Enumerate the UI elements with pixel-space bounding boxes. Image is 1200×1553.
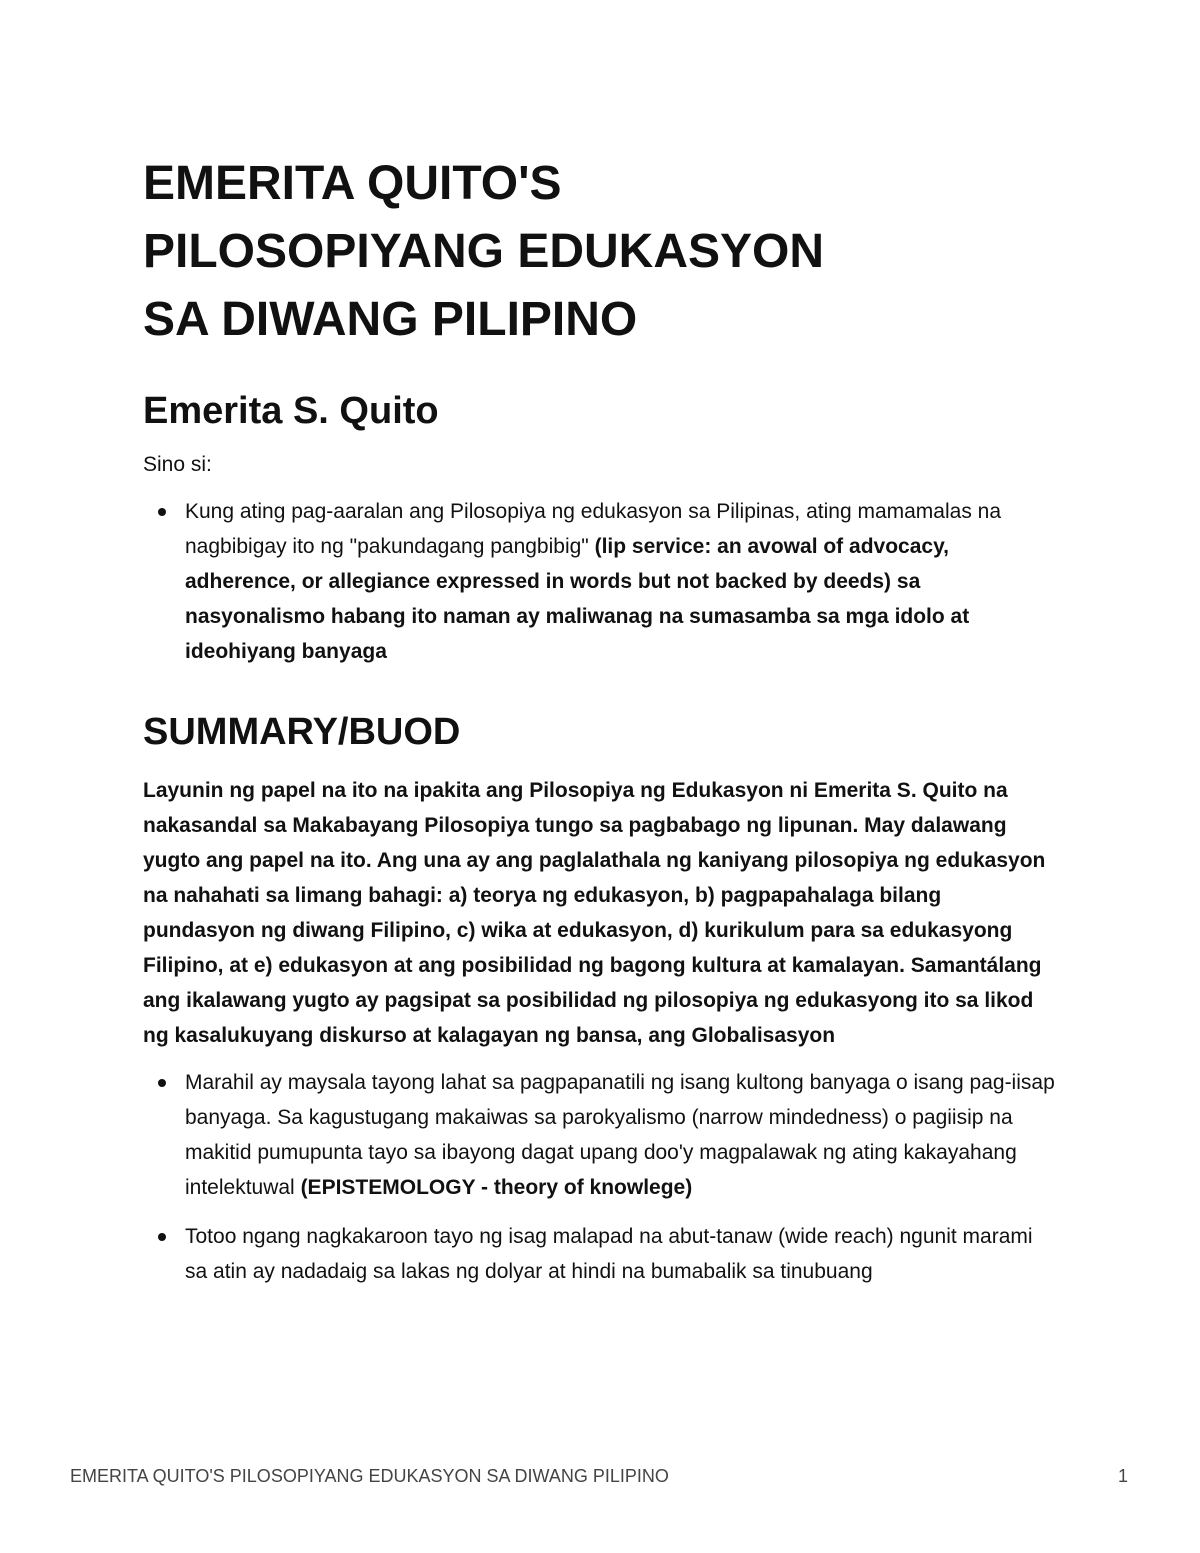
document-body	[143, 150, 1058, 1303]
author-heading: Emerita S. Quito	[143, 390, 439, 432]
summary-list	[143, 1065, 1058, 1289]
page-number: 1	[1118, 1466, 1129, 1486]
bullet-icon	[158, 1233, 166, 1241]
intro-bold-text: (lip service: an avowal of advocacy, adherence, or allegiance expressed in words but not backed by deeds) sa nasyonalismo habang ito naman ay maliwanag na sumasamba sa mga idolo at ideohiyang banyaga	[185, 535, 970, 663]
intro-list	[143, 494, 1058, 669]
title-line-2: PILOSOPIYANG EDUKASYON	[143, 225, 825, 278]
list-item	[185, 1219, 1058, 1289]
summary-heading: SUMMARY/BUOD	[143, 711, 461, 753]
bullet-icon	[158, 508, 166, 516]
footer-title: EMERITA QUITO'S PILOSOPIYANG EDUKASYON SA DIWANG PILIPINO	[70, 1466, 669, 1486]
sino-label: Sino si:	[143, 453, 212, 476]
title-line-3: SA DIWANG PILIPINO	[143, 293, 638, 346]
title-line-1: EMERITA QUITO'S	[143, 157, 562, 210]
list-item	[185, 494, 1058, 669]
summary-bullet-2-plain: Totoo ngang nagkakaroon tayo ng isag malapad na abut-tanaw (wide reach) ngunit marami sa atin ay nadadaig sa lakas ng dolyar at hindi na bumabalik sa tinubuang	[185, 1225, 1033, 1283]
summary-paragraph: Layunin ng papel na ito na ipakita ang Pilosopiya ng Edukasyon ni Emerita S. Quito na nakasandal sa Makabayang Pilosopiya tungo sa pagbabago ng lipunan. May dalawang yugto ang papel na ito. Ang una ay ang paglalathala ng kaniyang pilosopiya ng edukasyon na nahahati sa limang bahagi: a) teorya ng edukasyon, b) pagpapahalaga bilang pundasyon ng diwang Filipino, c) wika at edukasyon, d) kurikulum para sa edukasyong Filipino, at e) edukasyon at ang posibilidad ng bagong kultura at kamalayan. Samantálang ang ikalawang yugto ay pagsipat sa posibilidad ng pilosopiya ng edukasyong ito sa likod ng kasalukuyang diskurso at kalagayan ng bansa, ang Globalisasyon	[143, 779, 1046, 1047]
list-item	[185, 1065, 1058, 1205]
bullet-icon	[158, 1079, 166, 1087]
intro-plain-text: Kung ating pag-aaralan ang Pilosopiya ng edukasyon sa Pilipinas, ating mamamalas na nagbibigay ito ng "pakundagang pangbibig"	[185, 500, 1002, 558]
summary-bullet-1-plain: Marahil ay maysala tayong lahat sa pagpapanatili ng isang kultong banyaga o isang pag-iisap banyaga. Sa kagustugang makaiwas sa parokyalismo (narrow mindedness) o pagiisip na makitid pumupunta tayo sa ibayong dagat upang doo'y magpalawak ng ating kakayahang intelektuwal	[185, 1071, 1055, 1199]
summary-bullet-1-bold: (EPISTEMOLOGY - theory of knowlege)	[300, 1176, 693, 1199]
document-title	[143, 150, 1058, 354]
